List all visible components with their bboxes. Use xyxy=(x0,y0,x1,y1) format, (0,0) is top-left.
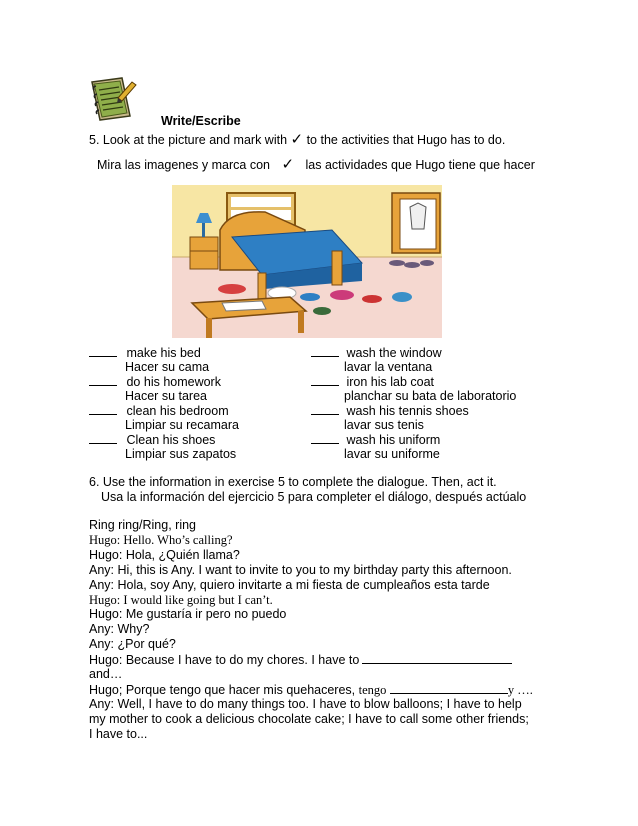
answer-blank[interactable] xyxy=(362,652,512,664)
check-blank[interactable] xyxy=(311,345,339,357)
dialogue-line: Hugo: Hola, ¿Quién llama? xyxy=(89,548,240,562)
messy-bedroom-picture xyxy=(172,185,442,338)
check-blank[interactable] xyxy=(311,403,339,415)
dialogue-line: and… xyxy=(89,667,123,681)
check-mark-icon: ✓ xyxy=(281,155,295,173)
activity-item: wash his uniform xyxy=(311,432,440,448)
activity-translation: planchar su bata de laboratorio xyxy=(344,389,517,403)
activity-translation: Hacer su tarea xyxy=(125,389,207,403)
dialogue-line: Hugo; Porque tengo que hacer mis quehaceres, tengo y …. xyxy=(89,683,533,697)
ex6-instruction-en: 6. Use the information in exercise 5 to complete the dialogue. Then, act it. xyxy=(89,475,497,489)
check-blank[interactable] xyxy=(89,403,117,415)
check-blank[interactable] xyxy=(311,374,339,386)
activity-translation: Limpiar sus zapatos xyxy=(125,447,237,461)
dialogue-line: Hugo: I would like going but I can’t. xyxy=(89,593,273,607)
dialogue-line: my mother to cook a delicious chocolate cake; I have to call some other friends; xyxy=(89,712,529,726)
dialogue-line: Any: Why? xyxy=(89,622,150,636)
ex5-instruction-es: Mira las imagenes y marca con ✓ las actividades que Hugo tiene que hacer xyxy=(97,155,535,173)
dialogue-line: Ring ring/Ring, ring xyxy=(89,518,196,532)
activity-item: iron his lab coat xyxy=(311,374,434,390)
activity-item: wash the window xyxy=(311,345,442,361)
activity-item: wash his tennis shoes xyxy=(311,403,469,419)
check-blank[interactable] xyxy=(89,345,117,357)
dialogue-line: Hugo: Because I have to do my chores. I have to xyxy=(89,652,512,668)
activity-translation: lavar su uniforme xyxy=(344,447,440,461)
activity-translation: lavar sus tenis xyxy=(344,418,424,432)
ex6-instruction-es: Usa la información del ejercicio 5 para completer el diálogo, después actúalo xyxy=(101,490,527,504)
dialogue-line: I have to... xyxy=(89,727,148,741)
check-blank[interactable] xyxy=(89,432,117,444)
activity-item: clean his bedroom xyxy=(89,403,229,419)
section-title: Write/Escribe xyxy=(161,114,241,128)
notebook-pencil-icon xyxy=(88,76,138,122)
activity-translation: lavar la ventana xyxy=(344,360,433,374)
activity-item: make his bed xyxy=(89,345,201,361)
check-mark-icon: ✓ xyxy=(290,130,304,148)
check-blank[interactable] xyxy=(89,374,117,386)
activity-item: do his homework xyxy=(89,374,221,390)
activity-translation: Limpiar su recamara xyxy=(125,418,239,432)
activity-item: Clean his shoes xyxy=(89,432,215,448)
dialogue-line: Hugo: Hello. Who’s calling? xyxy=(89,533,233,547)
dialogue-line: Hugo: Me gustaría ir pero no puedo xyxy=(89,607,287,621)
dialogue-line: Any: Hi, this is Any. I want to invite to you to my birthday party this afternoon. xyxy=(89,563,512,577)
check-blank[interactable] xyxy=(311,432,339,444)
dialogue-line: Any: Well, I have to do many things too. I have to blow balloons; I have to help xyxy=(89,697,522,711)
dialogue-line: Any: Hola, soy Any, quiero invitarte a mi fiesta de cumpleaños esta tarde xyxy=(89,578,490,592)
dialogue-line: Any: ¿Por qué? xyxy=(89,637,176,651)
answer-blank[interactable] xyxy=(390,682,508,694)
ex5-instruction-en: 5. Look at the picture and mark with ✓ to the activities that Hugo has to do. xyxy=(89,130,506,148)
activity-translation: Hacer su cama xyxy=(125,360,210,374)
